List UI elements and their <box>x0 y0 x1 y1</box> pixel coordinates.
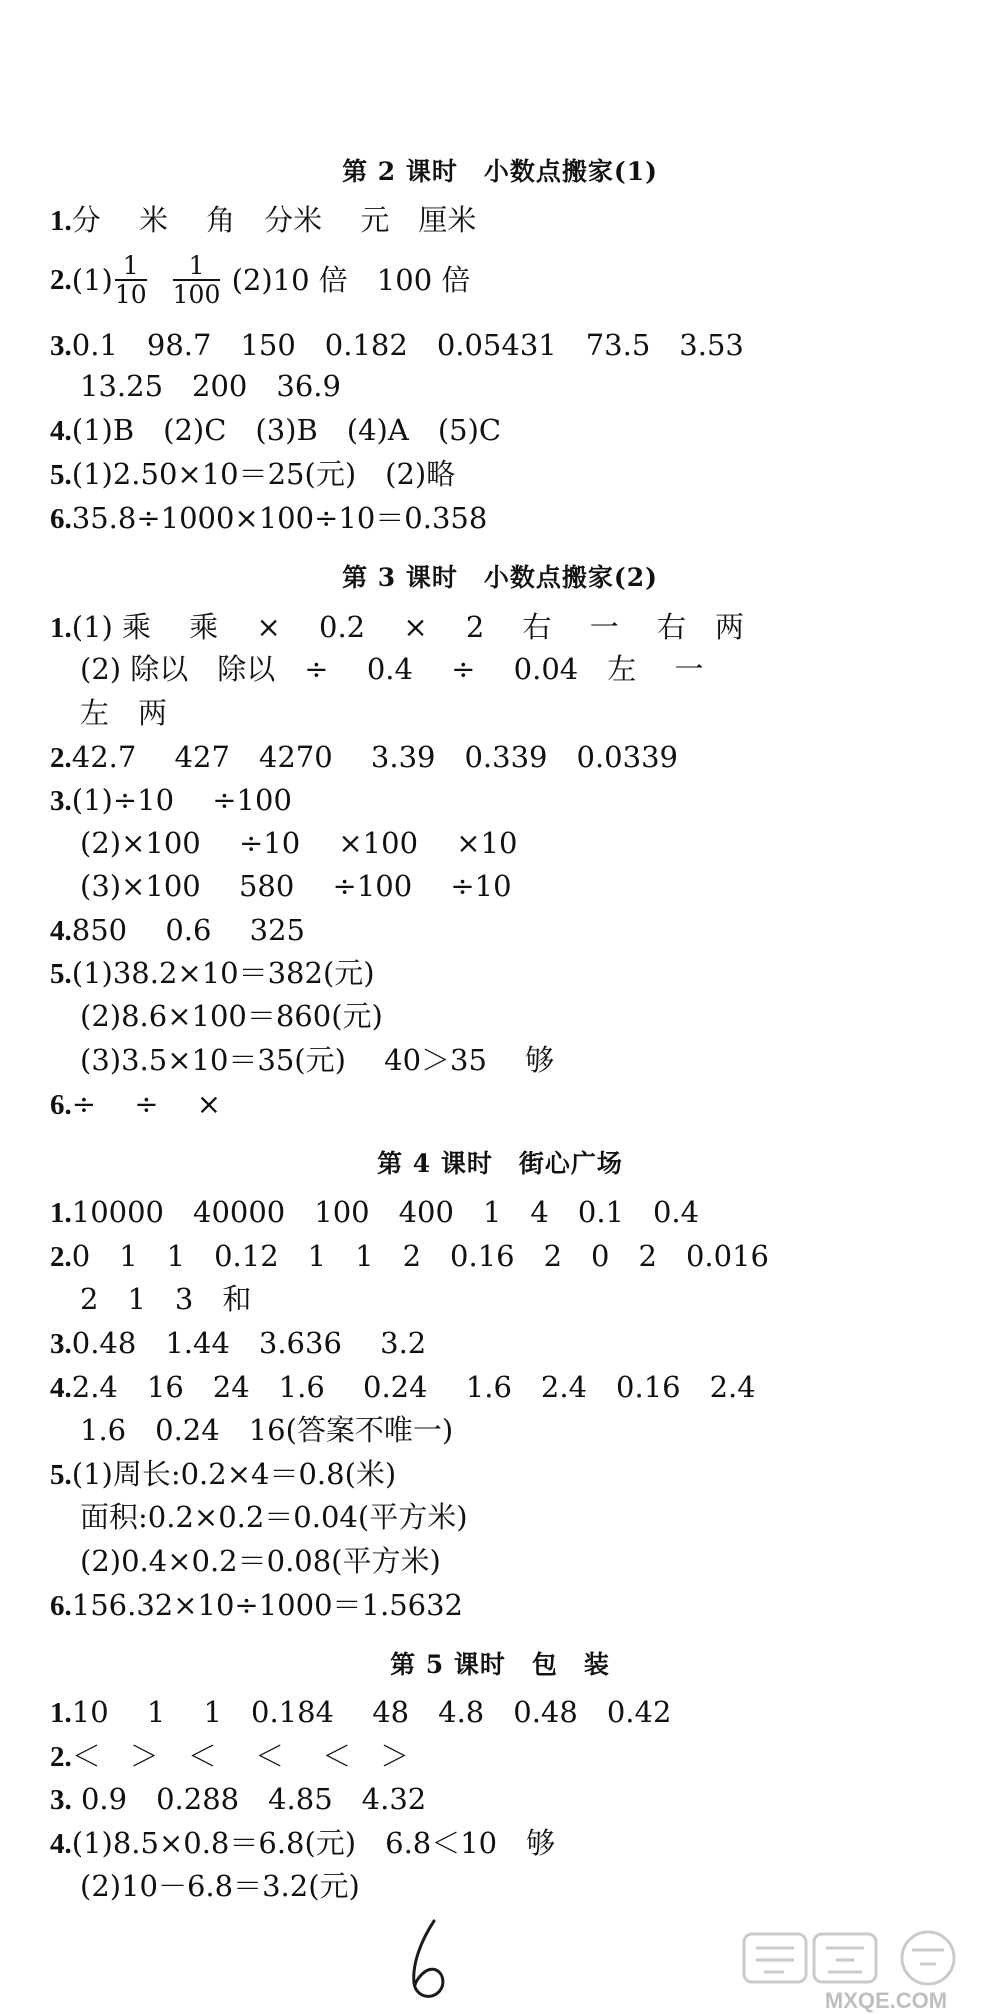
answer-line: 左 两 <box>80 696 168 730</box>
answer-line: 13.25 200 36.9 <box>80 369 341 403</box>
answer-line: 面积:0.2×0.2＝0.04(平方米) <box>80 1500 468 1534</box>
answer-line: (2)×100 ÷10 ×100 ×10 <box>80 826 518 860</box>
answer-line-fractions: 2. (1) $\frac{1}{10}$ $\frac{1}{100}$ (2)10 倍 100 倍 <box>50 251 471 309</box>
section-title-1: 第 2 课时 小数点搬家(1) <box>342 157 658 186</box>
svg-text:MXQE.COM: MXQE.COM <box>824 1988 948 2013</box>
fraction: $\frac{1}{10}$ <box>114 251 147 309</box>
answer-line: (2)8.6×100＝860(元) <box>80 999 383 1033</box>
answer-line: 5.(1)2.50×10＝25(元) (2)略 <box>50 457 456 491</box>
answer-line: 5.(1)周长:0.2×4＝0.8(米) <box>50 1457 397 1491</box>
answer-line: 3. 0.9 0.288 4.85 4.32 <box>50 1782 427 1816</box>
handwritten-page-number <box>400 1915 460 2005</box>
section-title-3: 第 4 课时 街心广场 <box>377 1149 623 1178</box>
section-title-2: 第 3 课时 小数点搬家(2) <box>342 563 658 592</box>
answer-line: 2.0 1 1 0.12 1 1 2 0.16 2 0 2 0.016 <box>50 1239 769 1273</box>
answer-line: 1.6 0.24 16(答案不唯一) <box>80 1413 454 1447</box>
answer-line: 5.(1)38.2×10＝382(元) <box>50 956 375 990</box>
answer-line: 4.2.4 16 24 1.6 0.24 1.6 2.4 0.16 2.4 <box>50 1370 756 1404</box>
answer-line: 6.35.8÷1000×100÷10＝0.358 <box>50 501 488 535</box>
answer-line: 4.850 0.6 325 <box>50 913 306 947</box>
watermark-logo <box>736 1924 996 2014</box>
section-title-4: 第 5 课时 包 装 <box>390 1650 610 1679</box>
answer-line: (3)×100 580 ÷100 ÷10 <box>80 869 512 903</box>
answer-line: 1.分 米 角 分米 元 厘米 <box>50 203 477 237</box>
answer-line: (2)10－6.8＝3.2(元) <box>80 1869 360 1903</box>
answer-line: (2) 除以 除以 ÷ 0.4 ÷ 0.04 左 一 <box>80 652 704 686</box>
answer-line: (3)3.5×10＝35(元) 40＞35 够 <box>80 1043 555 1077</box>
answer-line: 1.10000 40000 100 400 1 4 0.1 0.4 <box>50 1195 700 1229</box>
answer-line: 2.＜ ＞ ＜ ＜ ＜ ＞ <box>50 1739 410 1773</box>
answer-line: 4.(1)B (2)C (3)B (4)A (5)C <box>50 413 502 447</box>
answer-line: 1.(1) 乘 乘 × 0.2 × 2 右 一 右 两 <box>50 610 744 644</box>
fraction: $\frac{1}{100}$ <box>172 251 221 309</box>
answer-line: 3.(1)÷10 ÷100 <box>50 783 292 817</box>
answer-line: 2 1 3 和 <box>80 1282 252 1316</box>
answer-line: 6.÷ ÷ × <box>50 1087 222 1121</box>
answer-line: 6.156.32×10÷1000＝1.5632 <box>50 1588 463 1622</box>
answer-line: (2)0.4×0.2＝0.08(平方米) <box>80 1544 441 1578</box>
answer-line: 4.(1)8.5×0.8＝6.8(元) 6.8＜10 够 <box>50 1826 556 1860</box>
answer-line: 2.42.7 427 4270 3.39 0.339 0.0339 <box>50 740 678 774</box>
answer-line: 3.0.48 1.44 3.636 3.2 <box>50 1326 427 1360</box>
answer-line: 1.10 1 1 0.184 48 4.8 0.48 0.42 <box>50 1695 672 1729</box>
answer-line: 3.0.1 98.7 150 0.182 0.05431 73.5 3.53 <box>50 328 744 362</box>
